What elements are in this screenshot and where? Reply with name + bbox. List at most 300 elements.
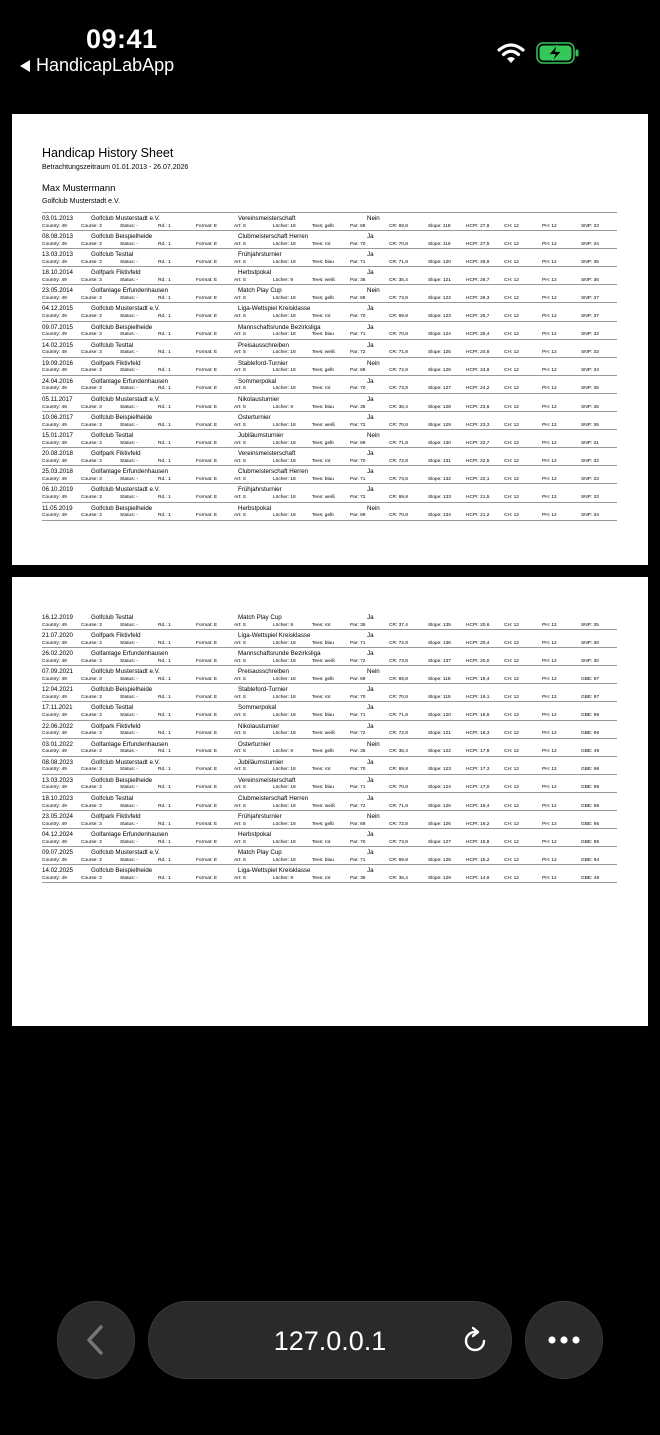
back-to-app-link[interactable]	[20, 55, 174, 76]
round-extra: SNP: 33	[581, 476, 599, 482]
player-club: Golfclub Musterstadt e.V.	[42, 198, 120, 205]
round-art: Art: S	[234, 640, 246, 646]
round-hcpi: HCPI: 14,9	[466, 875, 490, 881]
round-extra: SNP: 34	[581, 368, 599, 374]
round-competition: Clubmeisterschaft Herren	[238, 794, 309, 802]
round-tees: Tees: weiß	[312, 495, 335, 500]
round-hcpi: HCPI: 22,7	[466, 440, 490, 446]
round-country: Country: 49	[42, 803, 67, 809]
round-status: Status: -	[120, 640, 138, 646]
round-date: 14.02.2015	[42, 341, 73, 349]
round-tees: Tees: rot	[312, 767, 331, 773]
round-slope: Slope: 127	[428, 386, 451, 392]
round-tees: Tees: blau	[312, 476, 334, 482]
round-club: Golfpark Fiktivfeld	[91, 269, 141, 277]
round-country: Country: 49	[42, 241, 67, 247]
round-club: Golfclub Testtal	[91, 251, 134, 259]
round-hcpi: HCPI: 18,5	[466, 713, 490, 719]
round-hcpi: HCPI: 23,6	[466, 404, 490, 410]
round-par: Par: 70	[350, 839, 366, 845]
round-flag: Ja	[367, 776, 374, 784]
round-status: Status: -	[120, 314, 138, 320]
round-country: Country: 49	[42, 440, 67, 446]
round-ph: PH: 12	[542, 458, 557, 464]
round-course: Course: 3	[81, 622, 102, 628]
round-status: Status: -	[120, 713, 138, 719]
table-row	[42, 267, 617, 285]
round-ch: CH: 12	[504, 241, 519, 247]
round-format: Format: E	[196, 223, 218, 229]
round-slope: Slope: 133	[428, 495, 451, 500]
round-competition: Vereinsmeisterschaft	[238, 776, 296, 784]
document-page-1	[12, 114, 648, 565]
round-date: 16.12.2019	[42, 614, 73, 621]
round-extra: SNP: 37	[581, 295, 599, 301]
table-row	[42, 394, 617, 412]
round-ch: CH: 12	[504, 223, 519, 229]
round-course: Course: 3	[81, 495, 102, 500]
round-flag: Ja	[367, 650, 374, 658]
round-club: Golfclub Testtal	[91, 341, 134, 349]
round-club: Golfclub Testtal	[91, 704, 134, 712]
round-par: Par: 35	[350, 749, 366, 755]
round-ch: CH: 12	[504, 368, 519, 374]
round-cr: CR: 70,8	[389, 513, 408, 519]
round-format: Format: E	[196, 295, 218, 301]
round-course: Course: 3	[81, 368, 102, 374]
round-holes: Löcher: 18	[273, 803, 296, 809]
round-art: Art: S	[234, 857, 246, 863]
round-ph: PH: 12	[542, 332, 557, 338]
round-cr: CR: 72,8	[389, 368, 408, 374]
round-country: Country: 49	[42, 476, 67, 482]
round-competition: Jubiläumsturnier	[238, 432, 284, 440]
round-cr: CR: 71,8	[389, 803, 408, 809]
round-extra: SNP: 36	[581, 277, 599, 283]
round-slope: Slope: 124	[428, 332, 451, 338]
round-ph: PH: 12	[542, 350, 557, 356]
round-art: Art: S	[234, 259, 246, 265]
round-extra: SNP: 34	[581, 513, 599, 519]
round-hcpi: HCPI: 24,2	[466, 386, 490, 392]
round-date: 09.07.2025	[42, 849, 73, 857]
round-cr: CR: 69,8	[389, 676, 408, 682]
round-flag: Ja	[367, 323, 374, 331]
round-extra: SNP: 33	[581, 495, 599, 500]
round-art: Art: S	[234, 658, 246, 664]
round-slope: Slope: 121	[428, 731, 451, 737]
round-slope: Slope: 120	[428, 259, 451, 265]
round-par: Par: 69	[350, 295, 366, 301]
round-country: Country: 49	[42, 314, 67, 320]
round-ch: CH: 12	[504, 803, 519, 809]
more-options-button[interactable]	[525, 1301, 603, 1379]
round-holes: Löcher: 18	[273, 785, 296, 791]
round-ph: PH: 12	[542, 875, 557, 881]
round-holes: Löcher: 18	[273, 640, 296, 646]
round-ch: CH: 12	[504, 857, 519, 863]
round-competition: Frühjahrsturnier	[238, 251, 282, 259]
round-status: Status: -	[120, 495, 138, 500]
round-ch: CH: 12	[504, 277, 519, 283]
wifi-icon	[497, 42, 525, 64]
round-flag: Ja	[367, 233, 374, 241]
round-cr: CR: 72,8	[389, 731, 408, 737]
round-club: Golfpark Fiktivfeld	[91, 359, 141, 367]
round-extra: SNP: 34	[581, 241, 599, 247]
round-format: Format: E	[196, 440, 218, 446]
round-holes: Löcher: 18	[273, 332, 296, 338]
round-slope: Slope: 134	[428, 513, 451, 519]
round-format: Format: E	[196, 314, 218, 320]
round-holes: Löcher: 18	[273, 513, 296, 519]
round-club: Golfanlage Erfundenhausen	[91, 287, 169, 295]
round-date: 06.10.2019	[42, 486, 73, 494]
round-country: Country: 49	[42, 259, 67, 265]
round-art: Art: S	[234, 803, 246, 809]
round-rd: Rd.: 1	[158, 458, 171, 464]
round-extra: GBE: 49	[581, 749, 600, 755]
round-tees: Tees: blau	[312, 259, 334, 265]
round-club: Golfclub Musterstadt e.V.	[91, 305, 160, 313]
round-ph: PH: 12	[542, 803, 557, 809]
document-page-2	[12, 577, 648, 1026]
round-course: Course: 3	[81, 857, 102, 863]
round-club: Golfpark Fiktivfeld	[91, 813, 141, 821]
round-date: 12.04.2021	[42, 686, 73, 694]
round-holes: Löcher: 18	[273, 676, 296, 682]
round-country: Country: 49	[42, 495, 67, 500]
round-course: Course: 3	[81, 839, 102, 845]
round-status: Status: -	[120, 803, 138, 809]
round-art: Art: S	[234, 332, 246, 338]
round-course: Course: 3	[81, 314, 102, 320]
round-extra: GBE: 97	[581, 694, 600, 700]
reload-icon[interactable]	[460, 1326, 490, 1356]
round-ch: CH: 12	[504, 676, 519, 682]
round-course: Course: 3	[81, 332, 102, 338]
round-cr: CR: 36,4	[389, 404, 408, 410]
round-ph: PH: 12	[542, 749, 557, 755]
round-cr: CR: 70,8	[389, 694, 408, 700]
round-flag: Ja	[367, 686, 374, 694]
round-status: Status: -	[120, 277, 138, 283]
round-tees: Tees: weiß	[312, 277, 335, 283]
round-extra: SNP: 30	[581, 640, 599, 646]
round-rd: Rd.: 1	[158, 731, 171, 737]
round-format: Format: E	[196, 658, 218, 664]
round-tees: Tees: blau	[312, 785, 334, 791]
round-holes: Löcher: 18	[273, 767, 296, 773]
round-ch: CH: 12	[504, 694, 519, 700]
round-rd: Rd.: 1	[158, 295, 171, 301]
round-rd: Rd.: 1	[158, 495, 171, 500]
back-app-label: HandicapLabApp	[36, 55, 175, 75]
round-country: Country: 49	[42, 223, 67, 229]
round-competition: Herbstpokal	[238, 269, 272, 277]
round-competition: Nikolausturnier	[238, 395, 280, 403]
round-hcpi: HCPI: 17,9	[466, 749, 490, 755]
round-holes: Löcher: 9	[273, 875, 294, 881]
round-art: Art: S	[234, 476, 246, 482]
round-flag: Nein	[367, 359, 380, 367]
round-holes: Löcher: 9	[273, 622, 294, 628]
round-ph: PH: 12	[542, 223, 557, 229]
round-extra: SNP: 36	[581, 422, 599, 428]
round-art: Art: S	[234, 694, 246, 700]
round-country: Country: 49	[42, 368, 67, 374]
round-cr: CR: 69,8	[389, 223, 408, 229]
round-format: Format: E	[196, 821, 218, 827]
round-format: Format: E	[196, 676, 218, 682]
round-extra: SNP: 31	[581, 440, 599, 446]
round-ch: CH: 12	[504, 640, 519, 646]
round-holes: Löcher: 18	[273, 839, 296, 845]
round-cr: CR: 71,8	[389, 259, 408, 265]
round-tees: Tees: blau	[312, 640, 334, 646]
round-ch: CH: 12	[504, 513, 519, 519]
table-row	[42, 376, 617, 394]
round-ph: PH: 12	[542, 368, 557, 374]
round-slope: Slope: 122	[428, 749, 451, 755]
back-triangle-icon	[20, 60, 30, 72]
round-cr: CR: 72,8	[389, 821, 408, 827]
round-rd: Rd.: 1	[158, 350, 171, 356]
round-par: Par: 35	[350, 875, 366, 881]
round-extra: SNP: 37	[581, 314, 599, 320]
round-ph: PH: 12	[542, 622, 557, 628]
round-club: Golfclub Beispielheide	[91, 776, 153, 784]
round-course: Course: 3	[81, 350, 102, 356]
table-row	[42, 702, 617, 720]
round-country: Country: 49	[42, 332, 67, 338]
round-flag: Ja	[367, 794, 374, 802]
round-rd: Rd.: 1	[158, 694, 171, 700]
round-cr: CR: 70,8	[389, 241, 408, 247]
round-ph: PH: 12	[542, 767, 557, 773]
round-slope: Slope: 129	[428, 422, 451, 428]
round-course: Course: 3	[81, 458, 102, 464]
round-ph: PH: 12	[542, 731, 557, 737]
round-flag: Nein	[367, 432, 380, 440]
table-row	[42, 793, 617, 811]
round-ph: PH: 12	[542, 386, 557, 392]
round-ch: CH: 12	[504, 440, 519, 446]
round-par: Par: 72	[350, 350, 366, 356]
round-status: Status: -	[120, 259, 138, 265]
round-country: Country: 49	[42, 676, 67, 682]
round-tees: Tees: gelb	[312, 295, 334, 301]
round-par: Par: 70	[350, 767, 366, 773]
round-slope: Slope: 136	[428, 640, 451, 646]
round-art: Art: S	[234, 404, 246, 410]
round-format: Format: E	[196, 404, 218, 410]
round-competition: Stableford-Turnier	[238, 359, 288, 367]
round-hcpi: HCPI: 22,1	[466, 476, 490, 482]
round-format: Format: E	[196, 277, 218, 283]
round-par: Par: 71	[350, 640, 366, 646]
round-club: Golfclub Beispielheide	[91, 867, 153, 875]
round-course: Course: 3	[81, 440, 102, 446]
round-cr: CR: 71,8	[389, 713, 408, 719]
round-cr: CR: 69,8	[389, 767, 408, 773]
round-tees: Tees: rot	[312, 839, 331, 845]
round-ph: PH: 12	[542, 839, 557, 845]
table-row	[42, 503, 617, 521]
round-cr: CR: 73,8	[389, 839, 408, 845]
round-par: Par: 69	[350, 513, 366, 519]
round-par: Par: 72	[350, 803, 366, 809]
round-status: Status: -	[120, 821, 138, 827]
round-date: 07.09.2021	[42, 668, 73, 676]
rounds-list-page-1	[42, 212, 617, 521]
table-row	[42, 865, 617, 883]
round-status: Status: -	[120, 458, 138, 464]
round-art: Art: S	[234, 295, 246, 301]
round-competition: Match Play Cup	[238, 287, 282, 295]
table-row	[42, 249, 617, 267]
status-bar	[0, 0, 660, 80]
table-row	[42, 213, 617, 231]
round-date: 19.09.2016	[42, 359, 73, 367]
round-format: Format: E	[196, 839, 218, 845]
round-ph: PH: 12	[542, 277, 557, 283]
round-flag: Ja	[367, 377, 374, 385]
round-date: 13.03.2013	[42, 251, 73, 259]
round-hcpi: HCPI: 26,7	[466, 277, 490, 283]
round-course: Course: 3	[81, 803, 102, 809]
round-date: 17.11.2021	[42, 704, 73, 712]
round-flag: Ja	[367, 341, 374, 349]
round-slope: Slope: 132	[428, 476, 451, 482]
round-flag: Nein	[367, 740, 380, 748]
round-hcpi: HCPI: 24,8	[466, 350, 490, 356]
round-date: 24.04.2016	[42, 377, 73, 385]
round-extra: GBE: 96	[581, 731, 600, 737]
round-course: Course: 3	[81, 749, 102, 755]
round-format: Format: E	[196, 259, 218, 265]
round-course: Course: 3	[81, 821, 102, 827]
round-flag: Ja	[367, 614, 374, 621]
round-course: Course: 3	[81, 241, 102, 247]
round-ph: PH: 12	[542, 241, 557, 247]
round-ch: CH: 12	[504, 731, 519, 737]
round-art: Art: S	[234, 314, 246, 320]
round-competition: Osterturnier	[238, 740, 271, 748]
round-rd: Rd.: 1	[158, 386, 171, 392]
round-extra: GBE: 97	[581, 676, 600, 682]
round-par: Par: 72	[350, 731, 366, 737]
round-ch: CH: 12	[504, 259, 519, 265]
round-par: Par: 71	[350, 476, 366, 482]
round-ph: PH: 12	[542, 513, 557, 519]
round-competition: Osterturnier	[238, 414, 271, 422]
round-tees: Tees: blau	[312, 332, 334, 338]
round-club: Golfclub Musterstadt e.V.	[91, 395, 160, 403]
round-club: Golfpark Fiktivfeld	[91, 722, 141, 730]
round-rd: Rd.: 1	[158, 314, 171, 320]
round-status: Status: -	[120, 731, 138, 737]
round-holes: Löcher: 18	[273, 458, 296, 464]
round-holes: Löcher: 18	[273, 223, 296, 229]
round-flag: Ja	[367, 867, 374, 875]
round-holes: Löcher: 18	[273, 386, 296, 392]
round-hcpi: HCPI: 27,8	[466, 223, 490, 229]
round-art: Art: S	[234, 622, 246, 628]
round-rd: Rd.: 1	[158, 803, 171, 809]
round-date: 13.03.2023	[42, 776, 73, 784]
round-competition: Jubiläumsturnier	[238, 758, 284, 766]
round-rd: Rd.: 1	[158, 277, 171, 283]
browser-back-button[interactable]	[57, 1301, 135, 1379]
round-ch: CH: 12	[504, 350, 519, 356]
round-country: Country: 49	[42, 821, 67, 827]
round-extra: GBE: 94	[581, 857, 600, 863]
round-ch: CH: 12	[504, 476, 519, 482]
round-date: 05.11.2017	[42, 395, 73, 403]
round-extra: SNP: 35	[581, 259, 599, 265]
round-competition: Frühjahrsturnier	[238, 813, 282, 821]
round-competition: Mannschaftsrunde Bezirksliga	[238, 650, 321, 658]
round-art: Art: S	[234, 513, 246, 519]
round-date: 18.10.2023	[42, 794, 73, 802]
round-competition: Match Play Cup	[238, 614, 282, 621]
round-ph: PH: 12	[542, 259, 557, 265]
round-cr: CR: 70,8	[389, 422, 408, 428]
round-competition: Nikolausturnier	[238, 722, 280, 730]
round-tees: Tees: weiß	[312, 422, 335, 428]
round-club: Golfclub Beispielheide	[91, 686, 153, 694]
address-bar[interactable]	[148, 1301, 512, 1379]
round-competition: Vereinsmeisterschaft	[238, 450, 296, 458]
round-art: Art: S	[234, 839, 246, 845]
round-rd: Rd.: 1	[158, 476, 171, 482]
round-par: Par: 70	[350, 314, 366, 320]
round-art: Art: S	[234, 731, 246, 737]
round-tees: Tees: rot	[312, 694, 331, 700]
round-cr: CR: 73,8	[389, 386, 408, 392]
round-course: Course: 3	[81, 259, 102, 265]
round-status: Status: -	[120, 767, 138, 773]
round-extra: SNP: 33	[581, 350, 599, 356]
round-competition: Preisausschreiben	[238, 668, 289, 676]
round-rd: Rd.: 1	[158, 767, 171, 773]
round-hcpi: HCPI: 20,4	[466, 640, 490, 646]
round-date: 23.05.2024	[42, 813, 73, 821]
round-flag: Ja	[367, 269, 374, 277]
round-par: Par: 69	[350, 821, 366, 827]
round-country: Country: 49	[42, 622, 67, 628]
table-row	[42, 829, 617, 847]
round-club: Golfanlage Erfundenhausen	[91, 377, 169, 385]
round-country: Country: 49	[42, 875, 67, 881]
round-art: Art: S	[234, 676, 246, 682]
round-format: Format: E	[196, 640, 218, 646]
round-country: Country: 49	[42, 857, 67, 863]
round-art: Art: S	[234, 350, 246, 356]
round-country: Country: 49	[42, 767, 67, 773]
round-cr: CR: 69,8	[389, 495, 408, 500]
round-tees: Tees: gelb	[312, 223, 334, 229]
round-format: Format: E	[196, 767, 218, 773]
round-course: Course: 3	[81, 223, 102, 229]
round-status: Status: -	[120, 875, 138, 881]
round-status: Status: -	[120, 386, 138, 392]
round-format: Format: E	[196, 476, 218, 482]
round-hcpi: HCPI: 17,0	[466, 785, 490, 791]
table-row	[42, 775, 617, 793]
round-ph: PH: 12	[542, 857, 557, 863]
